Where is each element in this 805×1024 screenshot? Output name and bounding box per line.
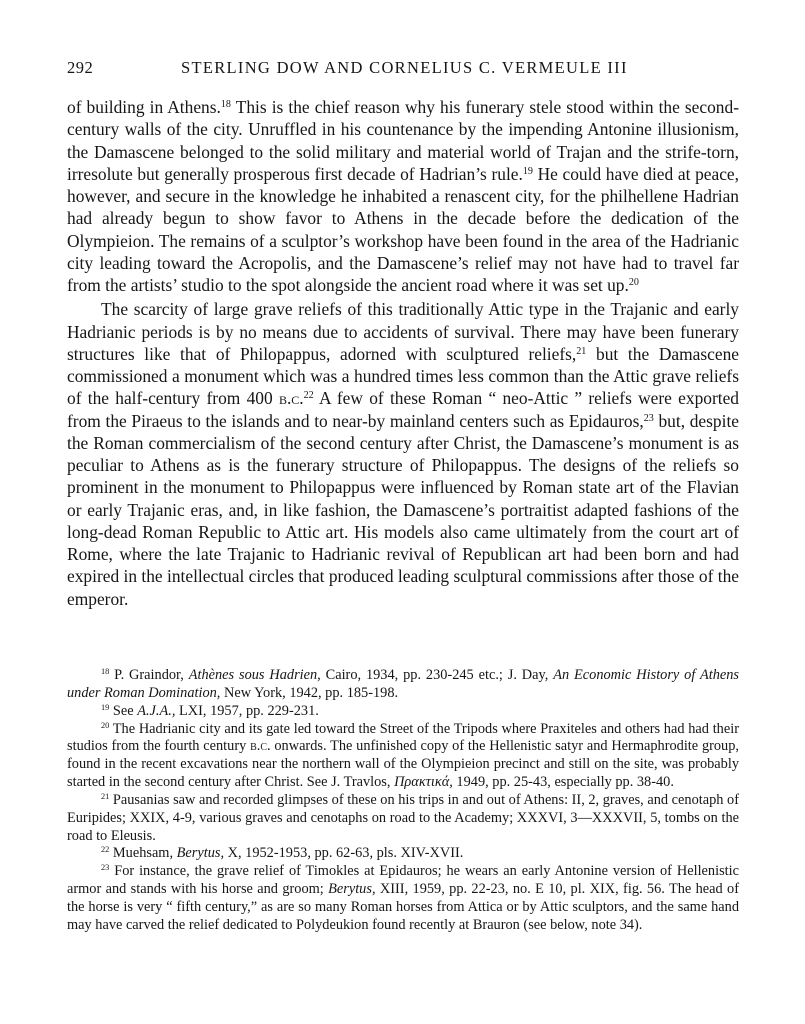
note-ref: 19 [522,165,533,177]
text-run: This is the chief reason why his funerary stele stood within the second-century walls of the city. Unruffled in his countenance by the impending Antonine illusionism, the Damascene belonged to the solid military and material world of Trajan and the strife-torn, irresolute but generally prosperous first decade of Hadrian’s rule. [67,97,739,184]
note-ref: 21 [576,345,587,357]
note-ref: 22 [101,845,110,855]
footnote-21 [67,792,739,846]
running-title: STERLING DOW AND CORNELIUS C. VERMEULE III [181,58,628,77]
note-ref: 21 [101,791,110,801]
note-ref: 18 [220,98,231,110]
text-run: Muehsam, [109,845,177,862]
footnote-23 [67,863,739,934]
paragraph-2 [67,298,739,610]
footnotes [67,667,739,935]
text-run: Pausanias saw and recorded glimpses of these on his trips in and out of Athens: II, 2, graves, and cenotaph of Euripides; XXIX, 4-9, various graves and cenotaphs on road to the Academy; XXXVI, 3—XXXVII, 5, tombs on the road to Eleusis. [67,791,739,844]
italic-text: Berytus, [328,881,376,898]
footnote-18 [67,667,739,703]
text-run: For instance, the grave relief of Timokles at Epidauros; he wears an early Antonine version of Hellenistic armor and stands with his horse and groom; [67,863,739,898]
footnote-20 [67,721,739,792]
italic-text: An Economic History of Athens under Roman Domination, [67,667,739,701]
text-run: New York, 1942, pp. 185-198. [220,684,399,701]
text-run: LXI, 1957, pp. 229-231. [175,702,319,719]
text-run: The Hadrianic city and its gate led toward the Street of the Tripods where Praxiteles and others had had their studios from the fourth century [67,720,739,755]
small-caps-text: b.c. [278,388,304,409]
text-run: See [109,702,138,719]
note-ref: 18 [101,666,110,676]
footnote-19 [67,703,739,721]
text-run: Cairo, 1934, pp. 230-245 etc.; J. Day, [320,667,554,683]
note-ref: 22 [303,390,314,401]
paragraph-1 [67,96,739,296]
footnote-22 [67,845,739,863]
text-run: XIII, 1959, pp. 22-23, no. E 10, pl. XIX, fig. 56. The head of the horse is very “ fifth century,” as are so many Roman horses from Attica or by Attic sculptors, and the same hand may have carved the relief dedicated to Polydeukion found recently at Brauron (see below, note 34). [67,881,739,933]
text-run: P. Graindor, [109,667,189,683]
running-head [67,58,739,82]
text-run: A few of these Roman “ neo-Attic ” reliefs were exported from the Piraeus to the islands and to near-by mainland centers such as Epidauros, [67,388,739,431]
text-run: 1949, pp. 25-43, especially pp. 38-40. [452,774,674,791]
text-run: The scarcity of large grave reliefs of this traditionally Attic type in the Trajanic and early Hadrianic periods is by no means due to accidents of survival. There may have been funerary structures like that of Philopappus, adorned with sculptured reliefs, [67,299,739,364]
text-run: but the Damascene commissioned a monument which was a hundred times less common than the Attic grave reliefs of the half-century from 400 [67,343,739,409]
small-caps-text: b.c. [250,738,271,755]
italic-text: Berytus, [176,845,225,862]
main-text [67,96,739,610]
text-run: onwards. The unfinished copy of the Hellenistic satyr and Hermaphrodite group, found in the recent excavations near the northern wall of the Olympieion precinct and still on the site, was probably started in the second century after Christ. See J. Travlos, [67,738,739,791]
italic-text: Athènes sous Hadrien, [188,667,321,683]
note-ref: 20 [628,276,639,288]
page-number: 292 [67,58,94,77]
italic-text: Πρακτικά, [394,774,453,791]
note-ref: 19 [101,702,110,712]
note-ref: 23 [643,412,654,424]
text-run: X, 1952-1953, pp. 62-63, pls. XIV-XVII. [224,845,464,862]
note-ref: 23 [101,863,110,873]
text-run: of building in Athens. [67,97,221,117]
italic-text: A.J.A., [137,702,176,719]
text-run: He could have died at peace, however, and secure in the knowledge he inhabited a renascent city, for the philhellene Hadrian had already begun to show favor to Athens in the decade before the dedication of the Olympieion. The remains of a sculptor’s workshop have been found in the area of the Hadrianic city leading toward the Acropolis, and the Damascene’s relief may not have had to travel far from the artists’ studio to the spot alongside the ancient road where it was set up. [67,163,739,295]
note-ref: 20 [101,720,110,730]
text-run: but, despite the Roman commercialism of the second century after Christ, the Damascene’s monument is as peculiar to Athens as is the funerary structure of Philopappus. The designs of the reliefs so prominent in the monument to Philopappus were influenced by Roman state art of the Flavian or early Trajanic eras, and, in like fashion, the Damascene’s portraitist adapted fashions of the long-dead Roman Republic to Attic art. His models also came ultimately from the court art of Rome, where the late Trajanic to Hadrianic revival of Republican art had been born and had expired in the intellectual circles that produced leading sculptural commissions after those of the emperor. [67,410,739,609]
